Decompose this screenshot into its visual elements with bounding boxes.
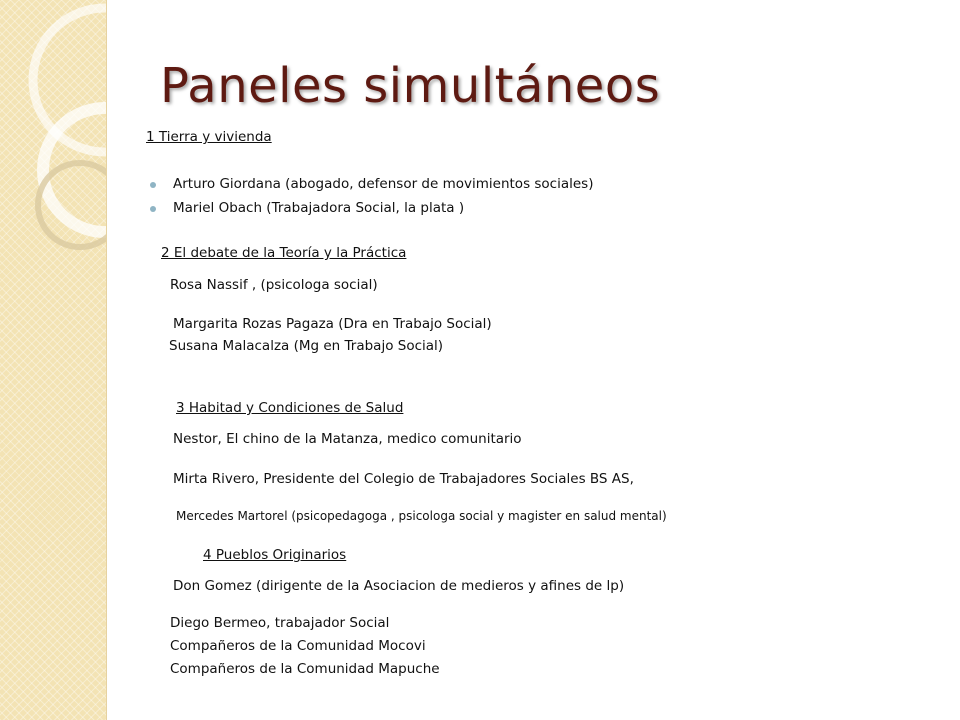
panelist-rosa-nassif: Rosa Nassif , (psicologa social) xyxy=(170,277,378,293)
decorative-rings-graphic xyxy=(0,0,106,720)
panelist-susana-malacalza: Susana Malacalza (Mg en Trabajo Social) xyxy=(169,338,444,354)
community-mocovi: Compañeros de la Comunidad Mocovi xyxy=(170,638,426,654)
section-heading-teoria-practica: 2 El debate de la Teoría y la Práctica xyxy=(161,245,407,261)
panelist-arturo-giordana: Arturo Giordana (abogado, defensor de movimientos sociales) xyxy=(173,176,594,192)
bullet-icon xyxy=(150,182,156,188)
slide-title: Paneles simultáneos xyxy=(160,58,661,114)
panelist-mercedes-martorel: Mercedes Martorel (psicopedagoga , psicologa social y magister en salud mental) xyxy=(176,509,667,523)
section-heading-tierra-vivienda: 1 Tierra y vivienda xyxy=(146,129,272,145)
bullet-icon xyxy=(150,206,156,212)
panelist-mirta-rivero: Mirta Rivero, Presidente del Colegio de Trabajadores Sociales BS AS, xyxy=(173,471,634,487)
decorative-ring-large xyxy=(33,8,106,152)
panelist-mariel-obach: Mariel Obach (Trabajadora Social, la plata ) xyxy=(173,200,465,216)
section-heading-habitad-salud: 3 Habitad y Condiciones de Salud xyxy=(176,400,404,416)
decorative-sidebar xyxy=(0,0,107,720)
panelist-diego-bermeo: Diego Bermeo, trabajador Social xyxy=(170,615,390,631)
panelist-margarita-rozas: Margarita Rozas Pagaza (Dra en Trabajo Social) xyxy=(173,316,492,332)
panelist-don-gomez: Don Gomez (dirigente de la Asociacion de medieros y afines de lp) xyxy=(173,578,625,594)
community-mapuche: Compañeros de la Comunidad Mapuche xyxy=(170,661,440,677)
panelist-nestor: Nestor, El chino de la Matanza, medico comunitario xyxy=(173,431,522,447)
section-heading-pueblos-originarios: 4 Pueblos Originarios xyxy=(203,547,347,563)
